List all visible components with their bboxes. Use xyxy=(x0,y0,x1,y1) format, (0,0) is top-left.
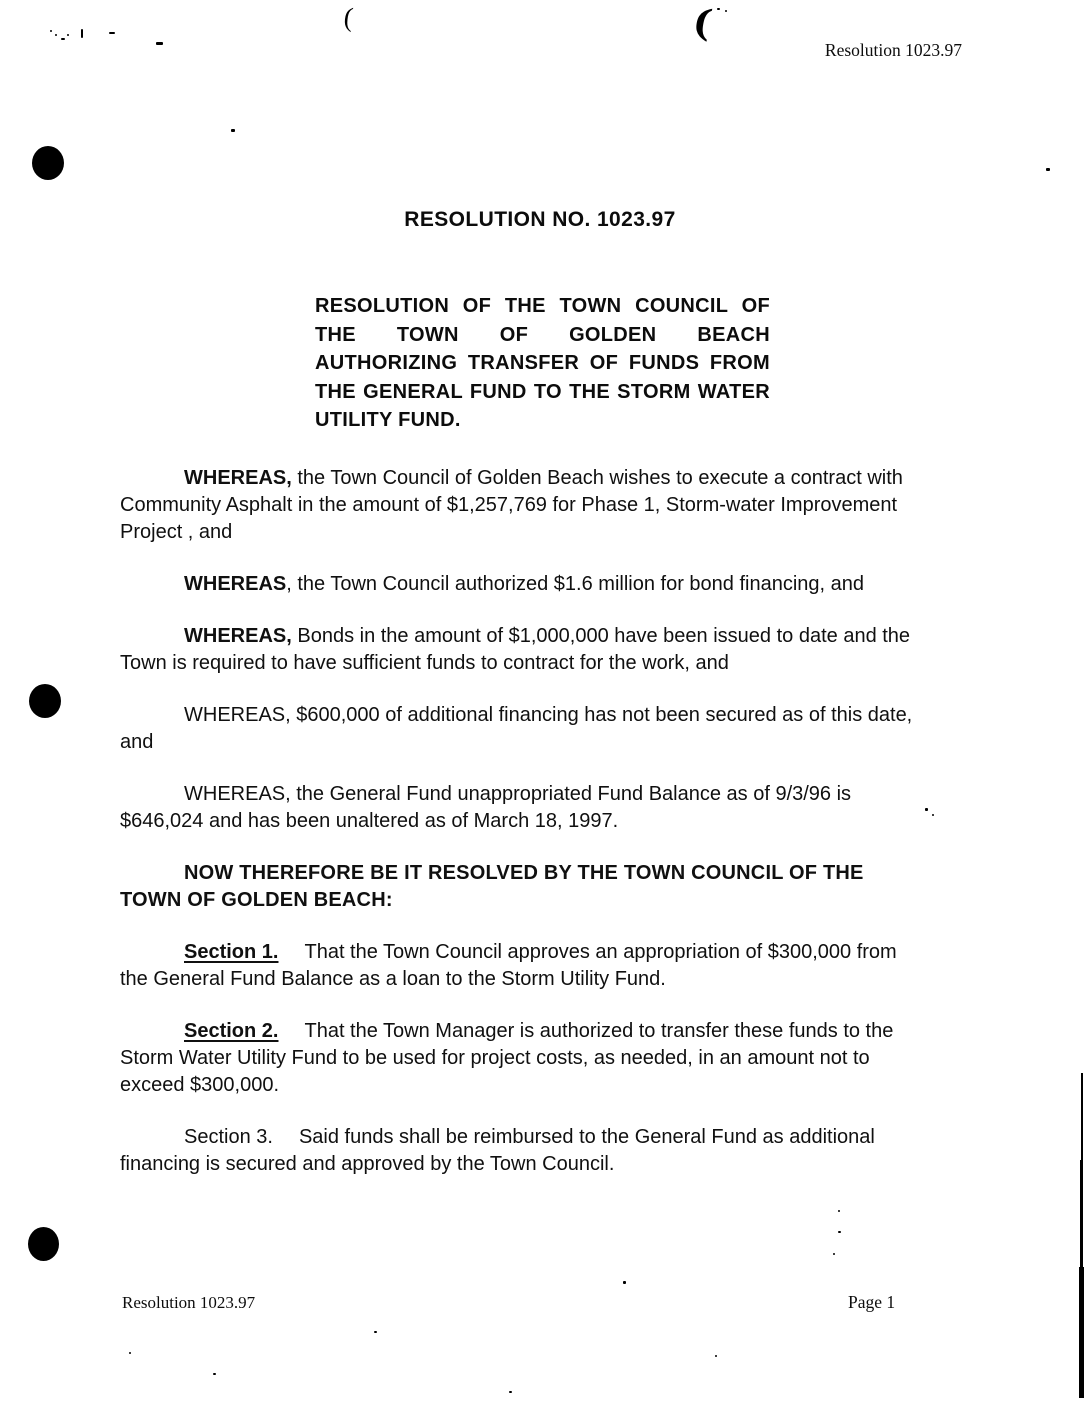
scan-speck xyxy=(129,1352,131,1354)
paragraph xyxy=(120,939,920,993)
scan-speck xyxy=(67,34,69,36)
paragraph xyxy=(120,465,920,546)
paragraph-lead: Section 1. xyxy=(184,941,279,963)
footer-page-number: Page 1 xyxy=(848,1292,896,1312)
paragraph xyxy=(120,1124,920,1178)
paragraph xyxy=(120,571,920,598)
scan-speck xyxy=(213,1373,216,1375)
paragraph xyxy=(120,1018,920,1099)
paragraph-text: the Town Council of Golden Beach wishes to execute a contract with Community Asphalt in the amount of $1,257,769 for Phase 1, Storm-water Improvement Project , and xyxy=(120,467,903,543)
scan-speck xyxy=(932,814,934,816)
document-title: RESOLUTION NO. 1023.97 xyxy=(404,208,676,231)
scan-speck xyxy=(50,30,52,32)
scan-speck xyxy=(717,8,720,10)
paragraph xyxy=(120,702,920,756)
paragraph-lead: Section 2. xyxy=(184,1020,279,1042)
punch-hole xyxy=(28,1227,59,1261)
punch-hole xyxy=(32,146,64,180)
scan-speck xyxy=(725,10,727,12)
paragraph-text: That the Town Council approves an appropriation of $300,000 from the General Fund Balance as a loan to the Storm Utility Fund. xyxy=(120,941,897,990)
header-reference: Resolution 1023.97 xyxy=(824,40,962,60)
scan-mark-paren-small-icon: ( xyxy=(342,1,355,33)
paragraph xyxy=(120,860,920,914)
punch-hole xyxy=(29,684,61,718)
paragraph xyxy=(120,623,920,677)
scan-speck xyxy=(509,1391,512,1393)
scan-speck xyxy=(833,1253,835,1255)
scan-speck xyxy=(838,1231,841,1233)
footer-reference: Resolution 1023.97 xyxy=(122,1293,256,1312)
paragraph-text: WHEREAS, the General Fund unappropriated Fund Balance as of 9/3/96 is $646,024 and has been unaltered as of March 18, 1997. xyxy=(120,783,852,832)
scan-speck xyxy=(838,1210,840,1212)
scan-mark-paren-large-icon: ( xyxy=(691,0,715,44)
scan-speck xyxy=(623,1281,626,1284)
scan-speck xyxy=(81,29,83,38)
document-subject: RESOLUTION OF THE TOWN COUNCIL OF THE TOWN OF GOLDEN BEACH AUTHORIZING TRANSFER OF FUNDS FROM THE GENERAL FUND TO THE STORM WATER UTILITY FUND. xyxy=(315,295,770,431)
paragraph-lead: Section 3. xyxy=(184,1126,273,1148)
scan-edge-line xyxy=(1080,1160,1083,1272)
scan-speck xyxy=(109,32,115,34)
paragraph-text: NOW THEREFORE BE IT RESOLVED BY THE TOWN COUNCIL OF THE TOWN OF GOLDEN BEACH: xyxy=(120,862,864,911)
paragraph-text: WHEREAS, $600,000 of additional financing has not been secured as of this date, and xyxy=(120,704,913,753)
paragraph-text: , the Town Council authorized $1.6 million for bond financing, and xyxy=(286,573,865,595)
paragraph-text: That the Town Manager is authorized to transfer these funds to the Storm Water Utility Fund to be used for project costs, as needed, in an amount not to exceed $300,000. xyxy=(120,1020,894,1096)
scan-speck xyxy=(61,38,65,40)
scan-speck xyxy=(925,808,928,811)
paragraph-lead: WHEREAS xyxy=(184,573,287,595)
scan-speck xyxy=(1046,168,1050,171)
paragraph-text: Said funds shall be reimbursed to the General Fund as additional financing is secured and approved by the Town Council. xyxy=(120,1126,875,1175)
scan-speck xyxy=(231,129,235,132)
scan-edge-line xyxy=(1081,1073,1083,1165)
scan-speck xyxy=(55,34,57,36)
paragraph-text: Bonds in the amount of $1,000,000 have been issued to date and the Town is required to have sufficient funds to contract for the work, and xyxy=(120,625,911,674)
scan-speck xyxy=(374,1331,377,1333)
paragraphs xyxy=(120,465,920,1203)
scan-speck xyxy=(156,42,163,45)
scan-speck xyxy=(715,1355,717,1357)
paragraph xyxy=(120,781,920,835)
paragraph-lead: WHEREAS, xyxy=(184,625,292,647)
paragraph-lead: WHEREAS, xyxy=(184,467,292,489)
scan-edge-line xyxy=(1079,1267,1084,1398)
